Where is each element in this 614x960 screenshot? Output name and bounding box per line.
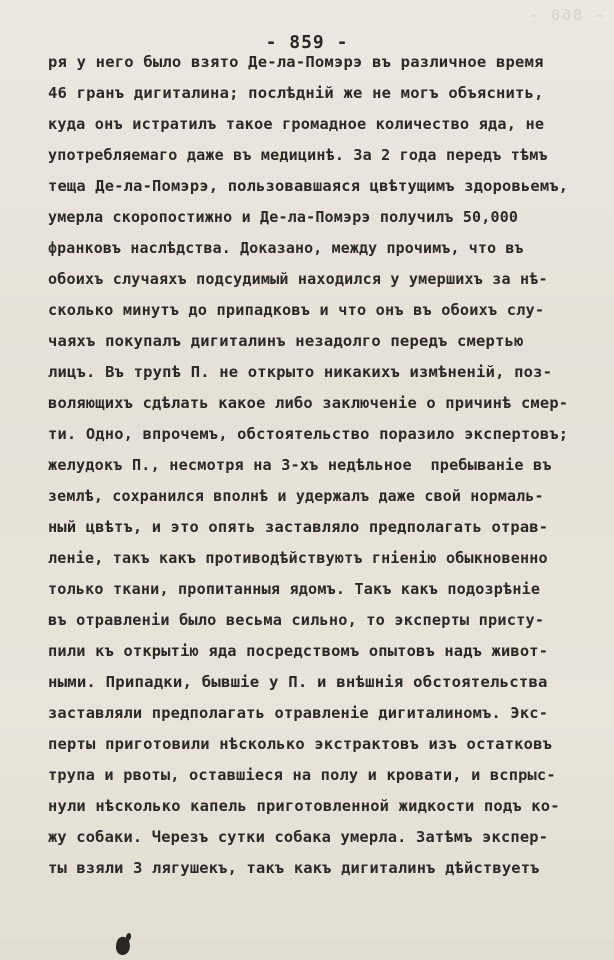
text-line: сколько минутъ до припадковъ и что онъ въ обоихъ слу-	[48, 301, 545, 319]
page-number: - 859 -	[265, 32, 349, 53]
text-line: желудокъ П., несмотря на 3-хъ недѣльное пребываніе въ	[48, 456, 552, 474]
text-line: куда онъ истратилъ такое громадное количество яда, не	[48, 115, 545, 133]
text-line: обоихъ случаяхъ подсудимый находился у умершихъ за нѣ-	[48, 270, 548, 288]
text-line: жу собаки. Черезъ сутки собака умерла. Затѣмъ экспер-	[48, 828, 549, 846]
text-line: леніе, такъ какъ противодѣйствуютъ гніенію обыкновенно	[48, 549, 548, 567]
text-line: трупа и рвоты, оставшіеся на полу и кровати, и вспрыс-	[48, 766, 556, 784]
text-line: чаяхъ покупалъ дигиталинъ незадолго передъ смертью	[48, 332, 524, 350]
bleed-through-page-number: - 860 -	[526, 6, 604, 24]
text-line: только ткани, пропитанныя ядомъ. Такъ какъ подозрѣніе	[48, 580, 541, 598]
text-line: ти. Одно, впрочемъ, обстоятельство поразило экспертовъ;	[48, 425, 569, 443]
text-line: употребляемаго даже въ медицинѣ. За 2 года передъ тѣмъ	[48, 146, 548, 164]
ink-blot	[114, 936, 131, 957]
text-line: заставляли предполагать отравленіе дигиталиномъ. Экс-	[48, 704, 549, 722]
text-line: ты взяли 3 лягушекъ, такъ какъ дигиталинъ дѣйствуетъ	[48, 859, 540, 877]
text-line: въ отравленіи было весьма сильно, то эксперты присту-	[48, 611, 545, 629]
text-line: теща Де-ла-Помэрэ, пользовавшаяся цвѣтущимъ здоровьемъ,	[48, 177, 569, 195]
text-line: ря у него было взято Де-ла-Помэрэ въ различное время	[48, 53, 544, 71]
text-line: ный цвѣтъ, и это опять заставляло предполагать отрав-	[48, 518, 549, 536]
text-line: ными. Припадки, бывшіе у П. и внѣшнія обстоятельства	[48, 673, 548, 691]
text-line: 46 гранъ дигиталина; послѣдній же не могъ объяснить,	[48, 84, 544, 102]
text-line: землѣ, сохранился вполнѣ и удержалъ даже свой нормаль-	[48, 487, 544, 505]
text-line: перты приготовили нѣсколько экстрактовъ изъ остатковъ	[48, 735, 553, 753]
text-line: нули нѣсколько капель приготовленной жидкости подъ ко-	[48, 797, 560, 815]
text-line: умерла скоропостижно и Де-ла-Помэрэ получилъ 50,000	[48, 208, 519, 226]
text-line: воляющихъ сдѣлать какое либо заключеніе о причинѣ смер-	[48, 394, 569, 412]
text-line: лицъ. Въ трупѣ П. не открыто никакихъ измѣненій, поз-	[48, 363, 553, 381]
text-line: франковъ наслѣдства. Доказано, между прочимъ, что въ	[48, 239, 524, 257]
text-line: пили къ открытію яда посредствомъ опытовъ надъ живот-	[48, 642, 549, 660]
